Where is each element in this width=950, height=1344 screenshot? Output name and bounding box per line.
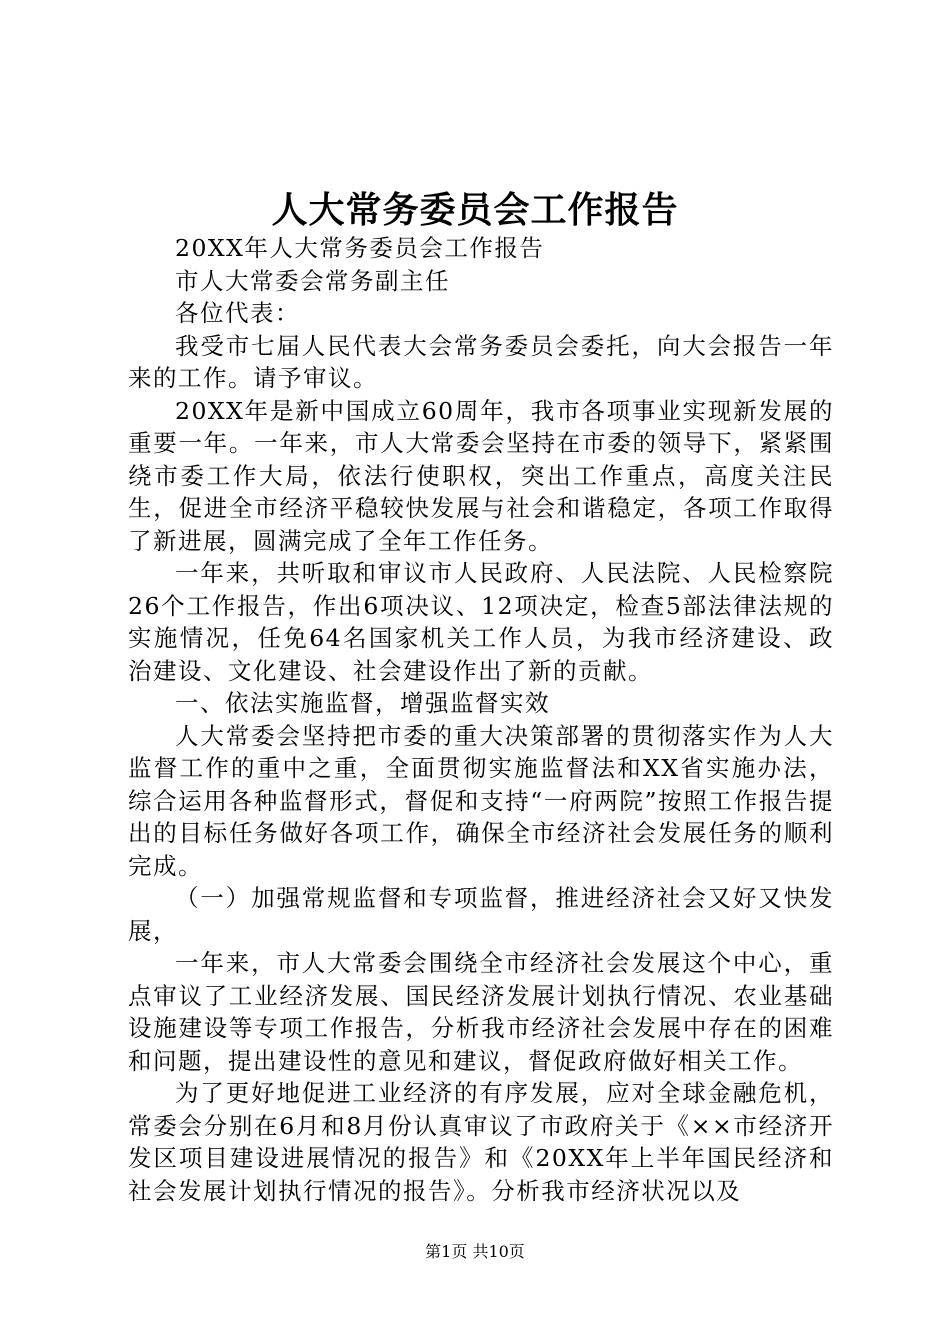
document-title: 人大常务委员会工作报告 [271, 189, 679, 231]
paragraph: 20XX年是新中国成立60周年，我市各项事业实现新发展的重要一年。一年来，市人大常委会坚持在市委的领导下，紧紧围绕市委工作大局，依法行使职权，突出工作重点，高度关注民生，促进全市经济平稳较快发展与社会和谐稳定，各项工作取得了新进展，圆满完成了全年工作任务。 [128, 396, 834, 555]
paragraph: 人大常委会坚持把市委的重大决策部署的贯彻落实作为人大监督工作的重中之重，全面贯彻实施监督法和XX省实施办法，综合运用各种监督形式，督促和支持“一府两院”按照工作报告提出的目标任务做好各项工作，确保全市经济社会发展任务的顺利完成。 [128, 721, 834, 880]
paragraph: 为了更好地促进工业经济的有序发展，应对全球金融危机，常委会分别在6月和8月份认真审议了市政府关于《××市经济开发区项目建设进展情况的报告》和《20XX年上半年国民经济和社会发展计划执行情况的报告》。分析我市经济状况以及 [128, 1079, 834, 1205]
paragraph: 一年来，市人大常委会围绕全市经济社会发展这个中心，重点审议了工业经济发展、国民经济发展计划执行情况、农业基础设施建设等专项工作报告，分析我市经济社会发展中存在的困难和问题，提出建设性的意见和建议，督促政府做好相关工作。 [128, 949, 834, 1075]
page-number-footer: 第1页 共10页 [425, 1242, 525, 1261]
salutation: 各位代表： [175, 299, 300, 327]
paragraph: 我受市七届人民代表大会常务委员会委托，向大会报告一年来的工作。请予审议。 [128, 331, 834, 392]
speaker-line: 市人大常委会常务副主任 [175, 266, 450, 295]
document-body [128, 232, 834, 1207]
report-subtitle: 20XX年人大常务委员会工作报告 [175, 234, 545, 262]
subsection-heading: （一）加强常规监督和专项监督，推进经济社会又好又快发展， [128, 884, 834, 945]
section-heading: 一、依法实施监督，增强监督实效 [175, 689, 550, 717]
paragraph: 一年来，共听取和审议市人民政府、人民法院、人民检察院26个工作报告，作出6项决议、12项决定，检查5部法律法规的实施情况，任免64名国家机关工作人员，为我市经济建设、政治建设、文化建设、社会建设作出了新的贡献。 [128, 559, 834, 685]
